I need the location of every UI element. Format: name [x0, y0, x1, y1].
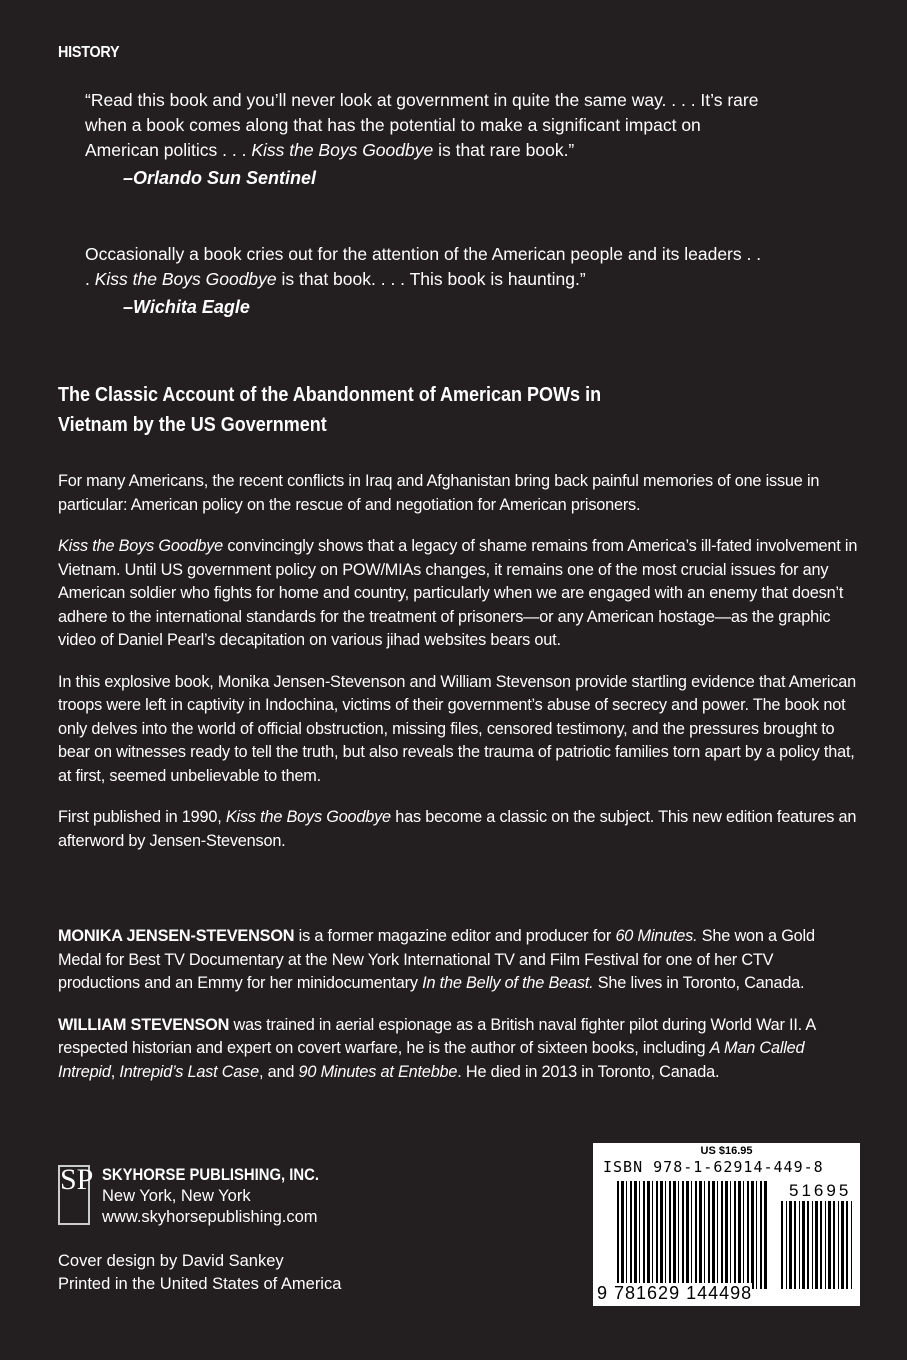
- bio-text: was trained in aerial espionage as a British naval fighter pilot during World War II. A respected historian and expert on covert warfare, he is the author of sixteen books, including: [58, 1015, 816, 1057]
- work-title: 60 Minutes.: [615, 927, 698, 945]
- review-quote-2: [85, 242, 765, 320]
- category-label: HISTORY: [58, 44, 120, 61]
- work-title: 90 Minutes at Entebbe: [298, 1062, 458, 1081]
- quote-text-part: Occasionally a book cries out for the attention of the American people and its leaders . . .: [85, 244, 762, 289]
- price: US $16.95: [700, 1145, 753, 1157]
- bio-text: . He died in 2013 in Toronto, Canada.: [457, 1062, 720, 1081]
- book-title: Kiss the Boys Goodbye: [94, 269, 277, 289]
- quote-text-part: is that book. . . . This book is haunting.”: [276, 269, 586, 289]
- quote-attribution: –Orlando Sun Sentinel: [123, 168, 317, 188]
- review-quote-1: [85, 88, 765, 191]
- publisher-logo: SP: [58, 1165, 90, 1225]
- price-addon-code: 51695: [789, 1181, 852, 1200]
- book-title: Kiss the Boys Goodbye: [58, 537, 224, 555]
- description-paragraph: For many Americans, the recent conflicts in Iraq and Afghanistan bring back painful memories of one issue in particular: American policy on the rescue of and negotiation for American prisoners.: [58, 472, 820, 514]
- credits: [58, 1250, 341, 1296]
- work-title: In the Belly of the Beast.: [422, 974, 594, 992]
- quote-text: [85, 242, 765, 292]
- author-bio-monika: [58, 925, 858, 996]
- paragraph-text: First published in 1990,: [58, 808, 226, 826]
- book-title: Kiss the Boys Goodbye: [225, 808, 391, 826]
- paragraph-text: convincingly shows that a legacy of shame remains from America’s ill-fated involvement in Vietnam. Until US government policy on POW/MIAs changes, it remains one of the most crucial issues for any American soldier who fights for home and country, particularly when we are engaged with an enemy that doesn’t adhere to the international standards for the treatment of prisoners—or any American hostage—as the graphic video of Daniel Pearl’s decapitation on various jihad websites bears out.: [58, 537, 858, 649]
- quote-text: [85, 88, 765, 163]
- bio-text: , and: [258, 1062, 299, 1081]
- isbn: ISBN 978-1-62914-449-8: [603, 1158, 824, 1176]
- bio-text: She lives in Toronto, Canada.: [593, 974, 805, 992]
- headline: The Classic Account of the Abandonment of American POWs in Vietnam by the US Government: [58, 384, 602, 436]
- work-title: A Man Called Intrepid: [58, 1039, 805, 1081]
- bio-text: She won a Gold Medal for Best TV Documentary at the New York International TV and Film Festival for one of her CTV productions and an Emmy for her minidocumentary: [58, 927, 815, 992]
- author-name: MONIKA JENSEN-STEVENSON: [58, 927, 295, 945]
- description-paragraph: [58, 535, 858, 653]
- publisher-url: www.skyhorsepublishing.com: [102, 1208, 318, 1226]
- publisher-name: SKYHORSE PUBLISHING, INC.: [102, 1166, 320, 1184]
- author-bios: [58, 925, 858, 1102]
- description-paragraph: [58, 806, 858, 853]
- author-bio-william: [58, 1014, 858, 1085]
- cover-design-credit: Cover design by David Sankey: [58, 1252, 284, 1270]
- paragraph-text: has become a classic on the subject. This new edition features an afterword by Jensen-Stevenson.: [58, 808, 857, 850]
- author-name: WILLIAM STEVENSON: [58, 1015, 230, 1034]
- printed-in: Printed in the United States of America: [58, 1275, 342, 1293]
- bio-text: is a former magazine editor and producer for: [294, 927, 616, 945]
- description-paragraph: In this explosive book, Monika Jensen-Stevenson and William Stevenson provide startling evidence that American troops were left in captivity in Indochina, victims of their government’s abuse of secrecy and power. The book not only delves into the world of official obstruction, missing files, censored testimony, and the pressures brought to bear on witnesses ready to tell the truth, but also reveals the trauma of patriotic families torn apart by a policy that, at first, seemed unbelievable to them.: [58, 672, 856, 785]
- quote-text-part: “Read this book and you’ll never look at government in quite the same way. . . . It’s rare when a book comes along that has the potential to make a significant impact on American politics . . .: [85, 90, 759, 160]
- book-title: Kiss the Boys Goodbye: [251, 140, 434, 160]
- ean-barcode: [617, 1181, 767, 1289]
- publisher-city: New York, New York: [102, 1187, 251, 1205]
- quote-text-part: is that rare book.”: [433, 140, 575, 160]
- bio-text: ,: [110, 1062, 120, 1081]
- work-title: Intrepid’s Last Case: [119, 1062, 259, 1081]
- addon-barcode: [781, 1201, 853, 1289]
- ean-number: 9 781629 144498: [597, 1283, 753, 1303]
- description: [58, 470, 858, 871]
- quote-attribution: –Wichita Eagle: [123, 297, 250, 317]
- barcode-box: [593, 1143, 860, 1306]
